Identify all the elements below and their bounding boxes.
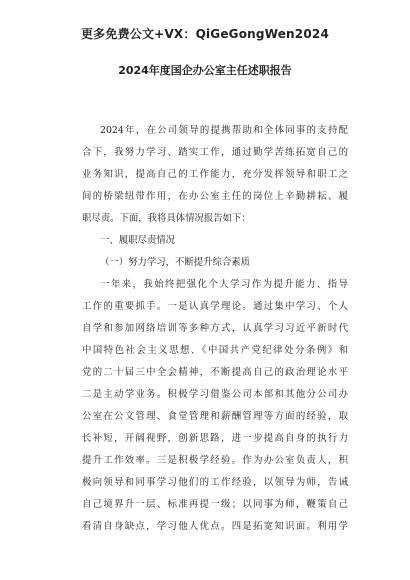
- paragraph-line: 一年来，我始终把强化个人学习作为提升能力、指导: [100, 279, 348, 290]
- subsection-heading: （一）努力学习，不断提升综合素质: [100, 257, 251, 268]
- paragraph-line: 长补短，开阔视野，创新思路，进一步提高自身的执行力: [82, 433, 348, 444]
- body-text: [82, 120, 348, 538]
- paragraph-line: 间的桥梁纽带作用，在办公室主任的岗位上辛勤耕耘、履: [82, 191, 348, 202]
- paragraph-line: 业务知识，提高自己的工作能力，充分发挥领导和职工之: [82, 169, 348, 180]
- paragraph-line: 中国特色社会主义思想、《中国共产党纪律处分条例》和: [82, 345, 348, 356]
- watermark-header: 更多免费公文+VX：QiGeGongWen2024: [80, 27, 329, 41]
- paragraph-line: 党的二十届三中全会精神，不断提高自己的政治理论水平: [82, 367, 348, 378]
- section-heading: 一、履职尽责情况: [100, 235, 176, 246]
- paragraph-line: 提升工作效率。三是积极学经验。作为办公室负责人，积: [82, 455, 348, 466]
- document-title: 2024年度国企办公室主任述职报告: [118, 64, 292, 77]
- paragraph-line: 职尽责。下面，我将具体情况报告如下：: [82, 213, 251, 224]
- paragraph-line: 自学和参加网络培训等多种方式，认真学习习近平新时代: [82, 323, 348, 334]
- paragraph-line: 看清自身缺点，学习他人优点。四是拓宽知识面。利用学: [82, 521, 348, 532]
- paragraph-line: 2024年，在公司领导的提携帮助和全体同事的支持配: [100, 125, 348, 136]
- paragraph-line: 极向领导和同事学习他们的工作经验，以领导为师，告诫: [82, 477, 348, 488]
- paragraph-line: 自己境界升一层、标准再提一级；以同事为师，鞭策自己: [82, 499, 348, 510]
- paragraph-line: 公室在公文管理、食堂管理和薪酬管理等方面的经验，取: [82, 411, 348, 422]
- paragraph-line: 二是主动学业务。积极学习借鉴公司本部和其他分公司办: [82, 389, 348, 400]
- paragraph-line: 工作的重要抓手。一是认真学理论。通过集中学习、个人: [82, 301, 348, 312]
- paragraph-line: 合下，我努力学习、踏实工作，通过勤学苦练拓宽自己的: [82, 147, 348, 158]
